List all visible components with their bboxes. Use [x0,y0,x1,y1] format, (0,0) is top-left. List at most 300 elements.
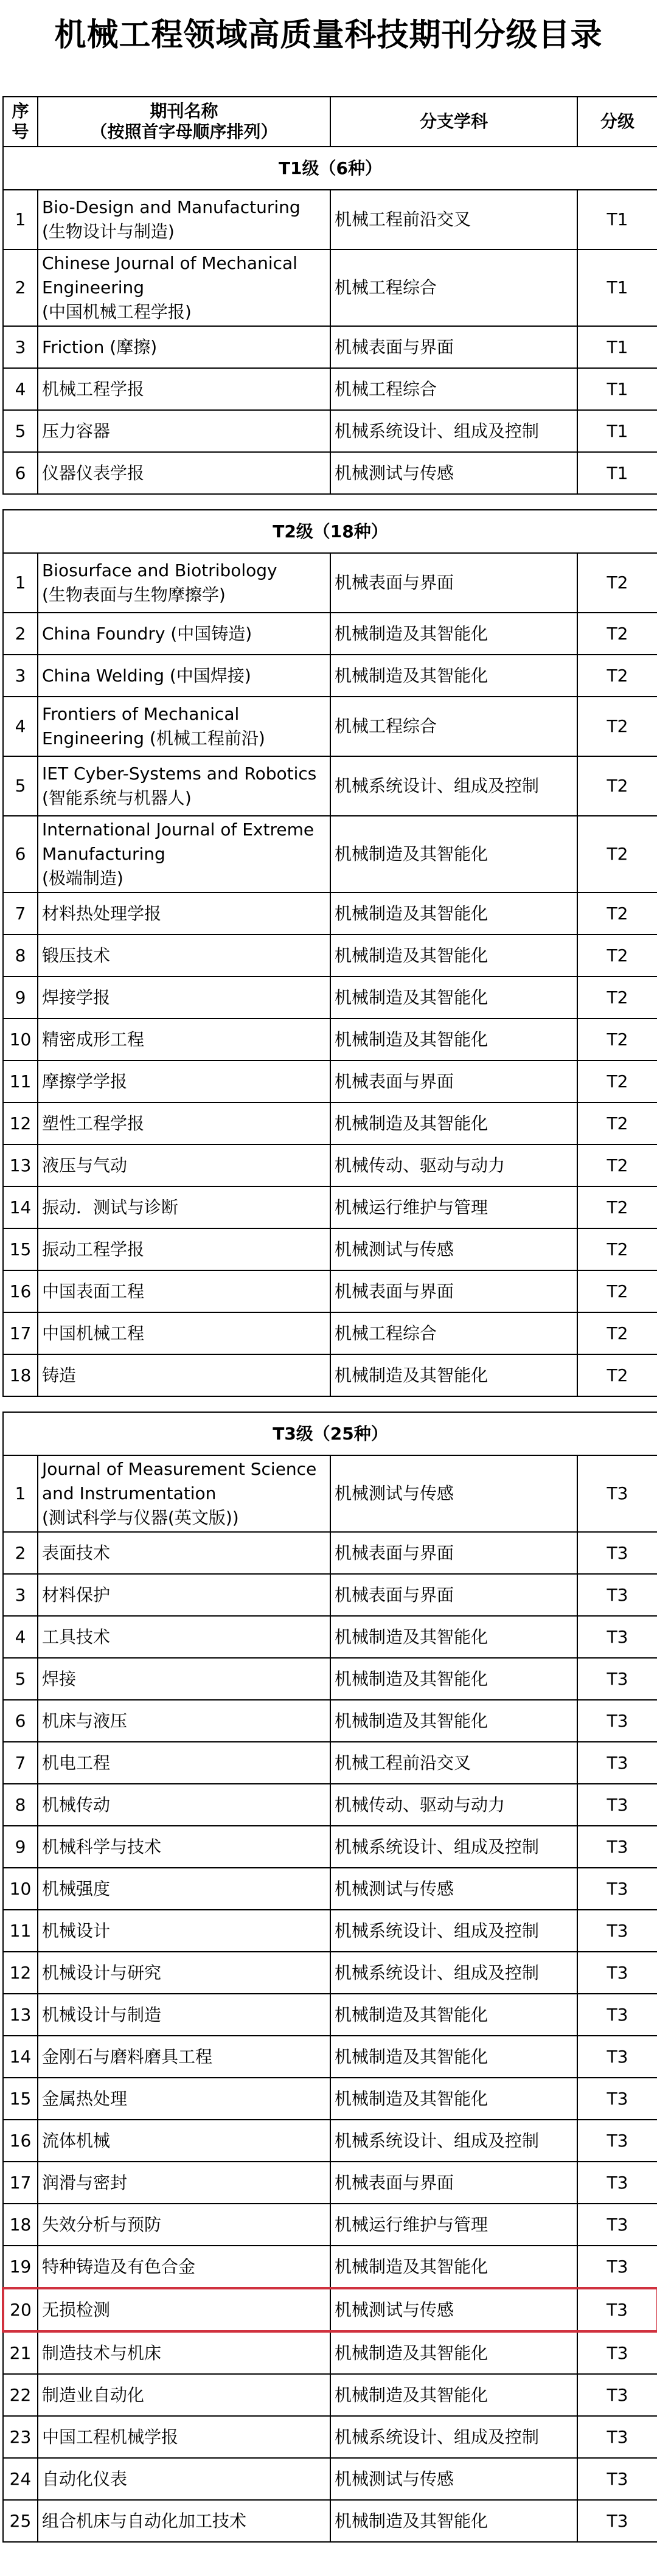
level-cell: T2 [577,1312,657,1354]
level-cell: T3 [577,1784,657,1826]
subject-cell: 机械系统设计、组成及控制 [330,410,577,452]
row-number: 22 [3,2374,38,2416]
subject-cell: 机械测试与传感 [330,2288,577,2331]
row-number: 18 [3,1354,38,1396]
level-cell: T3 [577,2288,657,2331]
level-cell: T3 [577,2331,657,2374]
level-cell: T2 [577,756,657,816]
journal-name [38,2246,330,2288]
row-number: 16 [3,2120,38,2162]
level-cell: T2 [577,1102,657,1144]
header-name [38,97,330,147]
subject-cell: 机械系统设计、组成及控制 [330,1910,577,1952]
subject-cell: 机械制造及其智能化 [330,613,577,655]
row-number: 5 [3,1658,38,1700]
table-row [3,976,657,1018]
level-cell: T2 [577,655,657,697]
row-number: 24 [3,2458,38,2500]
subject-cell: 机械制造及其智能化 [330,1700,577,1742]
table-row [3,410,657,452]
header-no: 序号 [3,97,38,147]
row-number: 4 [3,697,38,756]
level-cell: T1 [577,190,657,249]
journal-name [38,816,330,893]
level-cell: T3 [577,1826,657,1868]
level-cell: T3 [577,2204,657,2246]
journal-name-line: 振动工程学报 [42,1239,145,1259]
subject-cell: 机械系统设计、组成及控制 [330,1826,577,1868]
journal-name [38,655,330,697]
journal-name [38,1060,330,1102]
subject-cell: 机械工程前沿交叉 [330,190,577,249]
subject-cell: 机械系统设计、组成及控制 [330,2120,577,2162]
row-number: 2 [3,613,38,655]
journal-name [38,1658,330,1700]
journal-name [38,1994,330,2036]
journal-name [38,2288,330,2331]
journal-name [38,1910,330,1952]
journal-name [38,2500,330,2542]
row-number: 2 [3,249,38,326]
group-label: T1级（6种） [3,147,657,190]
journal-name [38,2204,330,2246]
journal-name-line: Friction (摩擦) [42,336,158,357]
table-row [3,249,657,326]
level-cell: T3 [577,2246,657,2288]
subject-cell: 机械运行维护与管理 [330,2204,577,2246]
journal-name-line: 塑性工程学报 [42,1113,145,1133]
row-number: 8 [3,1784,38,1826]
table-row [3,935,657,976]
table-row [3,1270,657,1312]
table-row [3,1018,657,1060]
subject-cell: 机械表面与界面 [330,1270,577,1312]
level-cell: T1 [577,326,657,368]
journal-name [38,2078,330,2120]
subject-cell: 机械制造及其智能化 [330,1658,577,1700]
subject-cell: 机械表面与界面 [330,1532,577,1574]
journal-name [38,410,330,452]
subject-cell: 机械系统设计、组成及控制 [330,756,577,816]
table-row [3,2331,657,2374]
journal-name-line: 组合机床与自动化加工技术 [42,2510,247,2531]
level-cell: T2 [577,893,657,935]
journal-name-line: 自动化仪表 [42,2468,128,2489]
level-cell: T2 [577,1060,657,1102]
row-number: 9 [3,976,38,1018]
table-row [3,816,657,893]
journal-name [38,613,330,655]
table-row [3,326,657,368]
level-cell: T3 [577,2416,657,2458]
row-number: 7 [3,1742,38,1784]
level-cell: T3 [577,1532,657,1574]
row-number: 15 [3,1228,38,1270]
subject-cell: 机械传动、驱动与动力 [330,1144,577,1186]
journal-name [38,935,330,976]
table-row [3,1910,657,1952]
table-row [3,1868,657,1910]
row-number: 8 [3,935,38,976]
journal-name [38,1312,330,1354]
level-cell: T1 [577,368,657,410]
subject-cell: 机械制造及其智能化 [330,2331,577,2374]
journal-name [38,190,330,249]
journal-name [38,1144,330,1186]
table-row [3,1952,657,1994]
journal-name-line: 铸造 [42,1365,77,1385]
level-cell: T3 [577,2162,657,2204]
row-number: 6 [3,816,38,893]
table-row [3,2374,657,2416]
journal-name [38,893,330,935]
subject-cell: 机械制造及其智能化 [330,2036,577,2078]
table-row [3,2120,657,2162]
subject-cell: 机械工程综合 [330,249,577,326]
level-cell: T2 [577,613,657,655]
table-row [3,1700,657,1742]
table-row [3,190,657,249]
table-row [3,368,657,410]
table-row [3,1616,657,1658]
subject-cell: 机械运行维护与管理 [330,1186,577,1228]
table-header-row [3,97,657,147]
journal-name-line: 中国工程机械学报 [42,2426,179,2447]
header-name-line2: （按照首字母顺序排列） [90,122,278,142]
subject-cell: 机械制造及其智能化 [330,2374,577,2416]
level-cell: T2 [577,697,657,756]
group-spacer [3,1396,657,1412]
subject-cell: 机械制造及其智能化 [330,816,577,893]
journal-name-line: 失效分析与预防 [42,2214,162,2235]
table-row [3,1784,657,1826]
subject-cell: 机械工程综合 [330,1312,577,1354]
level-cell: T3 [577,1616,657,1658]
table-row [3,2458,657,2500]
journal-name-line: (测试科学与仪器(英文版)) [42,1508,239,1528]
table-row [3,1658,657,1700]
row-number: 10 [3,1018,38,1060]
subject-cell: 机械系统设计、组成及控制 [330,2416,577,2458]
journal-name-line: 精密成形工程 [42,1029,145,1050]
group-header-row [3,1412,657,1455]
journal-name-line: 机械工程学报 [42,378,145,399]
journal-name-line: 锻压技术 [42,945,111,966]
table-row [3,1574,657,1616]
journal-name [38,1455,330,1532]
group-header-row [3,510,657,553]
table-row [3,697,657,756]
level-cell: T2 [577,1018,657,1060]
table-row [3,1144,657,1186]
journal-name-line: 无损检测 [42,2299,111,2320]
journal-name [38,249,330,326]
row-number: 18 [3,2204,38,2246]
table-row [3,2204,657,2246]
row-number: 25 [3,2500,38,2542]
journal-name-line: 振动．测试与诊断 [42,1197,179,1217]
subject-cell: 机械工程综合 [330,697,577,756]
row-number: 3 [3,655,38,697]
group-header-row [3,147,657,190]
table-row [3,1060,657,1102]
row-number: 15 [3,2078,38,2120]
journal-name-line: (生物设计与制造) [42,221,175,242]
subject-cell: 机械工程前沿交叉 [330,1742,577,1784]
table-row [3,1532,657,1574]
journal-name [38,1532,330,1574]
row-number: 19 [3,2246,38,2288]
subject-cell: 机械表面与界面 [330,1060,577,1102]
subject-cell: 机械制造及其智能化 [330,976,577,1018]
table-row [3,613,657,655]
row-number: 14 [3,2036,38,2078]
journal-name [38,1952,330,1994]
group-label: T3级（25种） [3,1412,657,1455]
subject-cell: 机械制造及其智能化 [330,1354,577,1396]
level-cell: T3 [577,1742,657,1784]
journal-name [38,1354,330,1396]
subject-cell: 机械制造及其智能化 [330,2500,577,2542]
row-number: 11 [3,1060,38,1102]
level-cell: T3 [577,1700,657,1742]
table-row [3,655,657,697]
row-number: 2 [3,1532,38,1574]
journal-name [38,1826,330,1868]
level-cell: T2 [577,1354,657,1396]
row-number: 20 [3,2288,38,2331]
row-number: 4 [3,368,38,410]
journal-name [38,2036,330,2078]
table-row [3,1228,657,1270]
journal-name-line: 特种铸造及有色合金 [42,2256,196,2277]
row-number: 9 [3,1826,38,1868]
journal-name-line: 金刚石与磨料磨具工程 [42,2046,213,2067]
journal-name [38,976,330,1018]
journal-name [38,1574,330,1616]
journal-name [38,2374,330,2416]
journal-name [38,1742,330,1784]
row-number: 14 [3,1186,38,1228]
table-row [3,1994,657,2036]
journal-name-line: IET Cyber-Systems and Robotics [42,764,317,784]
row-number: 3 [3,1574,38,1616]
header-level: 分级 [577,97,657,147]
row-number: 21 [3,2331,38,2374]
journal-name-line: (极端制造) [42,868,123,888]
row-number: 4 [3,1616,38,1658]
row-number: 17 [3,2162,38,2204]
row-number: 11 [3,1910,38,1952]
journal-table [2,96,657,2543]
level-cell: T3 [577,1868,657,1910]
level-cell: T1 [577,249,657,326]
header-subject: 分支学科 [330,97,577,147]
row-number: 16 [3,1270,38,1312]
level-cell: T2 [577,1186,657,1228]
journal-name-line: 机械科学与技术 [42,1836,162,1857]
row-number: 10 [3,1868,38,1910]
journal-name [38,1102,330,1144]
subject-cell: 机械制造及其智能化 [330,2246,577,2288]
journal-name-line: China Foundry (中国铸造) [42,623,252,644]
level-cell: T3 [577,2458,657,2500]
spacer-cell [3,1396,657,1412]
journal-name-line: Chinese Journal of Mechanical [42,253,297,273]
level-cell: T2 [577,935,657,976]
row-number: 13 [3,1144,38,1186]
journal-name [38,368,330,410]
level-cell: T1 [577,410,657,452]
journal-name [38,1868,330,1910]
journal-name [38,326,330,368]
table-row [3,553,657,613]
journal-name-line: (生物表面与生物摩擦学) [42,585,226,605]
journal-name [38,2120,330,2162]
journal-name-line: 机械设计 [42,1920,111,1941]
journal-name-line: 机电工程 [42,1752,111,1773]
journal-name-line: 中国表面工程 [42,1281,145,1301]
table-row [3,2500,657,2542]
journal-name [38,1616,330,1658]
table-row [3,1312,657,1354]
journal-name-line: 流体机械 [42,2130,111,2151]
level-cell: T3 [577,1952,657,1994]
table-row [3,756,657,816]
subject-cell: 机械制造及其智能化 [330,1018,577,1060]
row-number: 12 [3,1952,38,1994]
subject-cell: 机械制造及其智能化 [330,935,577,976]
journal-name-line: 机床与液压 [42,1710,128,1731]
row-number: 5 [3,756,38,816]
row-number: 1 [3,553,38,613]
subject-cell: 机械表面与界面 [330,326,577,368]
journal-name-line: International Journal of Extreme [42,820,315,840]
subject-cell: 机械工程综合 [330,368,577,410]
table-body [3,147,657,2542]
level-cell: T3 [577,2120,657,2162]
row-number: 1 [3,1455,38,1532]
journal-name-line: Bio-Design and Manufacturing [42,197,301,217]
table-row [3,2036,657,2078]
journal-name-line: (智能系统与机器人) [42,788,192,808]
journal-name-line: 机械设计与制造 [42,2004,162,2025]
row-number: 23 [3,2416,38,2458]
table-row [3,1354,657,1396]
row-number: 6 [3,1700,38,1742]
journal-name-line: 机械强度 [42,1878,111,1899]
journal-name [38,452,330,494]
level-cell: T2 [577,1228,657,1270]
table-row [3,2078,657,2120]
journal-name-line: 焊接学报 [42,987,111,1008]
journal-name-line: 表面技术 [42,1542,111,1563]
page-title: 机械工程领域高质量科技期刊分级目录 [54,17,603,54]
row-number: 12 [3,1102,38,1144]
table-row [3,1826,657,1868]
table-row [3,1186,657,1228]
journal-name-line: 材料保护 [42,1584,111,1605]
subject-cell: 机械制造及其智能化 [330,2078,577,2120]
journal-name-line: 润滑与密封 [42,2172,128,2193]
journal-name [38,1018,330,1060]
journal-name-line: China Welding (中国焊接) [42,665,251,686]
journal-name-line: 压力容器 [42,420,111,441]
journal-name-line: 中国机械工程 [42,1323,145,1343]
spacer-cell [3,494,657,510]
journal-name [38,1186,330,1228]
journal-name-line: 材料热处理学报 [42,903,162,924]
level-cell: T1 [577,452,657,494]
level-cell: T2 [577,553,657,613]
subject-cell: 机械测试与传感 [330,452,577,494]
journal-name [38,2331,330,2374]
level-cell: T3 [577,1910,657,1952]
level-cell: T2 [577,1144,657,1186]
journal-name [38,2458,330,2500]
group-label: T2级（18种） [3,510,657,553]
journal-name [38,1228,330,1270]
journal-name [38,756,330,816]
journal-name-line: 机械设计与研究 [42,1962,162,1983]
subject-cell: 机械表面与界面 [330,553,577,613]
level-cell: T3 [577,2036,657,2078]
subject-cell: 机械传动、驱动与动力 [330,1784,577,1826]
journal-name-line: 机械传动 [42,1794,111,1815]
level-cell: T3 [577,2078,657,2120]
table-row [3,1455,657,1532]
journal-name-line: Biosurface and Biotribology [42,560,277,580]
subject-cell: 机械测试与传感 [330,1455,577,1532]
subject-cell: 机械测试与传感 [330,1228,577,1270]
journal-name-line: Manufacturing [42,844,165,864]
journal-name-line: 仪器仪表学报 [42,462,145,483]
level-cell: T3 [577,1455,657,1532]
journal-name-line: 液压与气动 [42,1155,128,1175]
journal-name-line: Engineering (机械工程前沿) [42,728,265,748]
journal-name-line: 制造业自动化 [42,2384,145,2405]
subject-cell: 机械制造及其智能化 [330,1616,577,1658]
table-row [3,2246,657,2288]
table-row [3,452,657,494]
journal-name-line: 制造技术与机床 [42,2342,162,2363]
level-cell: T3 [577,1574,657,1616]
journal-name [38,2162,330,2204]
level-cell: T3 [577,2374,657,2416]
journal-name-line: 工具技术 [42,1626,111,1647]
journal-name [38,553,330,613]
group-spacer [3,494,657,510]
table-row [3,2416,657,2458]
subject-cell: 机械制造及其智能化 [330,1102,577,1144]
row-number: 17 [3,1312,38,1354]
journal-name [38,697,330,756]
journal-name [38,1700,330,1742]
table-row [3,893,657,935]
subject-cell: 机械测试与传感 [330,1868,577,1910]
row-number: 13 [3,1994,38,2036]
row-number: 1 [3,190,38,249]
level-cell: T2 [577,1270,657,1312]
journal-name [38,1784,330,1826]
journal-name-line: 摩擦学学报 [42,1071,128,1091]
header-name-line1: 期刊名称 [150,101,218,121]
subject-cell: 机械制造及其智能化 [330,1994,577,2036]
row-number: 7 [3,893,38,935]
level-cell: T2 [577,816,657,893]
level-cell: T3 [577,2500,657,2542]
journal-name [38,1270,330,1312]
